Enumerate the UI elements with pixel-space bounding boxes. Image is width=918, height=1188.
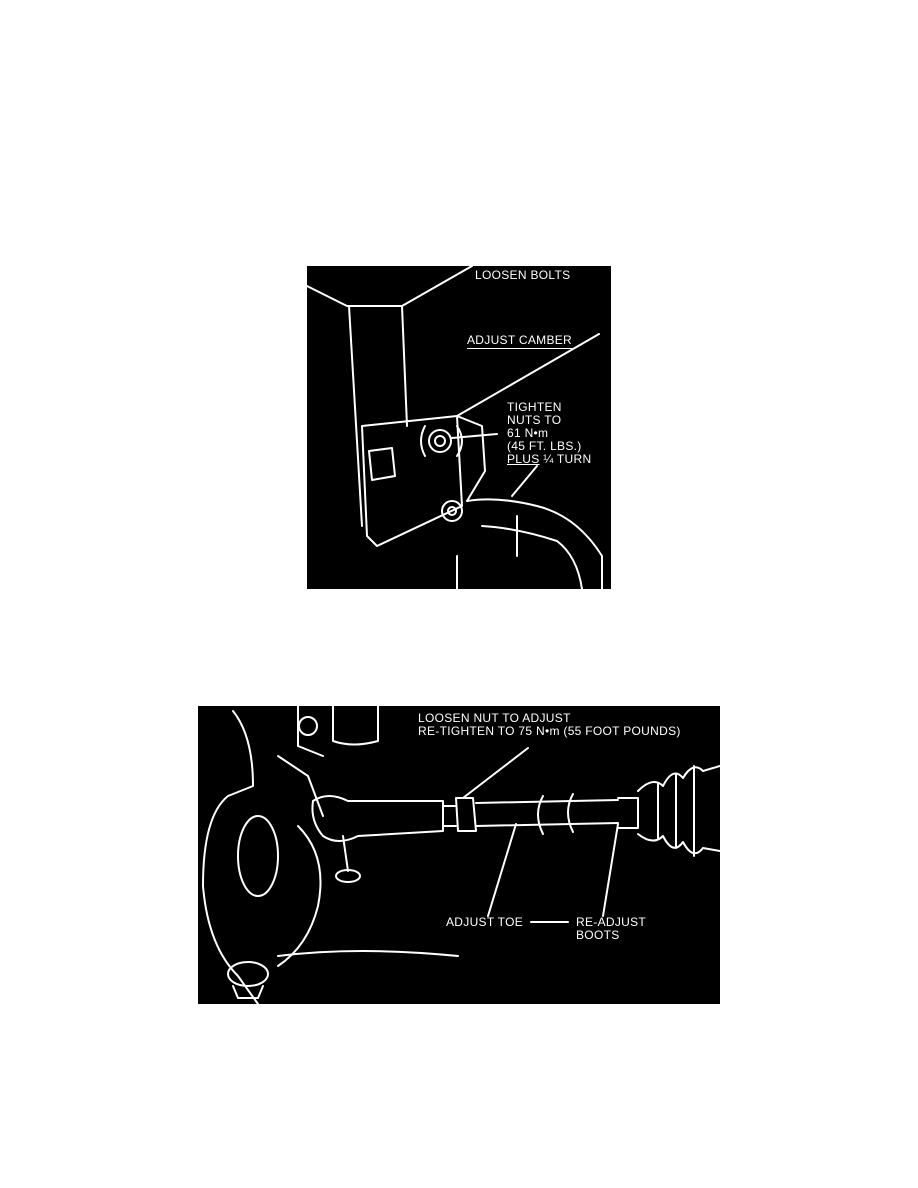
knuckle-inner-edge bbox=[278, 826, 321, 966]
boot-lower bbox=[638, 834, 720, 853]
loosen-nut-leader bbox=[463, 748, 528, 798]
inner-tie-rod-collar bbox=[618, 798, 638, 828]
adjust-toe-leader bbox=[488, 824, 516, 916]
plus-text: PLUS bbox=[507, 452, 540, 466]
tighten-leader-lower bbox=[512, 466, 537, 496]
knuckle-arm bbox=[278, 756, 323, 816]
loosen-nut-label bbox=[418, 712, 681, 738]
strut-tower-outline bbox=[307, 266, 472, 306]
readjust-boots-leader bbox=[603, 824, 618, 916]
knuckle-hub-opening bbox=[238, 816, 278, 896]
tighten-line-1: TIGHTEN bbox=[507, 400, 562, 414]
strut-bolt-head bbox=[299, 717, 317, 735]
lower-arm-line bbox=[278, 951, 458, 956]
readjust-boots-label bbox=[576, 916, 646, 942]
ball-joint-body bbox=[228, 962, 268, 986]
tighten-line-3: 61 N•m bbox=[507, 426, 549, 440]
readjust-line-2: BOOTS bbox=[576, 928, 620, 942]
camber-adjustment-figure bbox=[307, 266, 611, 589]
toe-adjustment-figure bbox=[198, 706, 720, 1004]
loosen-nut-line-2: RE-TIGHTEN TO 75 N•m (55 FOOT POUNDS) bbox=[418, 724, 681, 738]
rotation-arrow-2 bbox=[568, 794, 573, 832]
adjust-toe-label: ADJUST TOE bbox=[446, 915, 524, 929]
tie-rod-end bbox=[312, 796, 443, 841]
loosen-nut-line-1: LOOSEN NUT TO ADJUST bbox=[418, 711, 571, 725]
knuckle-outer-edge bbox=[203, 711, 258, 1004]
bracket-tab bbox=[369, 448, 395, 480]
upper-bolt-center bbox=[435, 436, 445, 446]
ball-joint-stud bbox=[233, 986, 263, 998]
toe-illustration bbox=[198, 706, 720, 1004]
strut-tube bbox=[333, 706, 378, 745]
strut-left-edge bbox=[349, 306, 362, 526]
boot-upper bbox=[638, 766, 720, 791]
quarter-turn-text: ¼ TURN bbox=[539, 452, 592, 466]
tie-rod-shaft bbox=[476, 800, 618, 826]
strut-bracket bbox=[362, 416, 462, 546]
rotation-arrow-left bbox=[421, 426, 425, 456]
control-arm-upper-edge bbox=[467, 499, 602, 589]
adjust-camber-label: ADJUST CAMBER bbox=[467, 333, 573, 347]
upper-bolt-head bbox=[429, 430, 451, 452]
tighten-line-2: NUTS TO bbox=[507, 413, 562, 427]
strut-right-edge bbox=[402, 306, 407, 426]
tighten-line-5 bbox=[507, 453, 591, 466]
tighten-line-4: (45 FT. LBS.) bbox=[507, 439, 582, 453]
loosen-bolts-label: LOOSEN BOLTS bbox=[475, 268, 571, 282]
rod-connector bbox=[443, 806, 456, 826]
readjust-line-1: RE-ADJUST bbox=[576, 915, 647, 929]
tighten-nuts-label bbox=[507, 401, 591, 466]
boot-ribs bbox=[658, 766, 694, 856]
jam-nut bbox=[456, 798, 476, 831]
control-arm-lower-edge bbox=[482, 526, 582, 589]
